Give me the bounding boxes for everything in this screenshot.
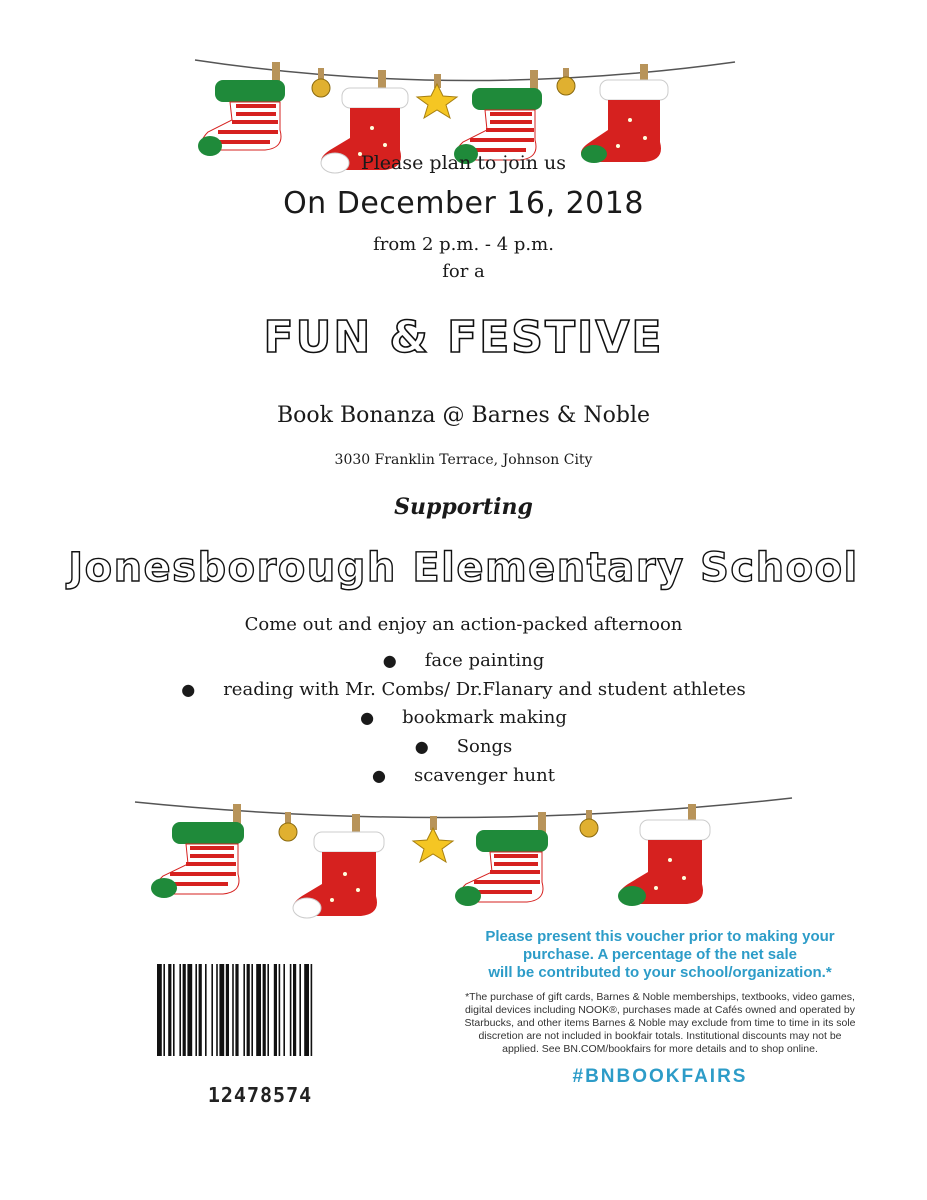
list-item: ● scavenger hunt <box>372 765 555 786</box>
barcode-bar <box>219 964 224 1056</box>
stocking-icon <box>618 804 710 906</box>
voucher-hashtag: #BNBOOKFAIRS <box>572 1066 748 1087</box>
barcode-bar <box>183 964 186 1056</box>
barcode-bar <box>274 964 277 1056</box>
barcode <box>155 964 363 1056</box>
top-garland <box>0 50 927 200</box>
bullet-icon: ● <box>372 766 386 785</box>
voucher-panel <box>460 928 860 1088</box>
barcode-bar <box>187 964 192 1056</box>
barcode-graphic <box>155 964 363 1056</box>
event-date: On December 16, 2018 <box>283 186 644 221</box>
barcode-bar <box>290 964 292 1056</box>
barcode-bar <box>311 964 313 1056</box>
barcode-number: 12478574 <box>207 1083 313 1107</box>
bottom-garland <box>0 790 927 940</box>
event-time: from 2 p.m. - 4 p.m. <box>373 234 554 255</box>
stocking-icon <box>581 64 668 163</box>
barcode-bar <box>251 964 253 1056</box>
barcode-bar <box>293 964 296 1056</box>
garland-graphic <box>0 50 927 200</box>
voucher-heading-line1: Please present this voucher prior to making your <box>485 928 835 945</box>
list-item: ● face painting <box>382 650 545 671</box>
stocking-icon <box>293 814 384 918</box>
bell-icon <box>312 68 330 97</box>
stocking-icon <box>455 812 548 906</box>
event-title: Book Bonanza @ Barnes & Noble <box>276 403 651 428</box>
barcode-bar <box>304 964 309 1056</box>
headline: FUN & FESTIVE <box>263 312 664 363</box>
barcode-bar <box>157 964 162 1056</box>
barcode-bar <box>235 964 238 1056</box>
barcode-bar <box>243 964 245 1056</box>
voucher-heading-line2: purchase. A percentage of the net sale <box>523 946 797 963</box>
for-a-text: for a <box>442 261 485 282</box>
star-icon <box>413 816 453 862</box>
list-item: ● Songs <box>414 736 513 757</box>
bell-icon <box>279 812 297 841</box>
bell-icon <box>557 68 575 95</box>
bullet-icon: ● <box>414 737 429 756</box>
bullet-icon: ● <box>181 680 196 699</box>
barcode-bar <box>232 964 234 1056</box>
barcode-bar <box>199 964 202 1056</box>
barcode-bar <box>211 964 213 1056</box>
barcode-bar <box>195 964 197 1056</box>
barcode-bar <box>168 964 171 1056</box>
barcode-bar <box>256 964 261 1056</box>
barcode-bar <box>179 964 181 1056</box>
bullet-icon: ● <box>360 708 375 727</box>
barcode-bar <box>247 964 250 1056</box>
list-item: ● reading with Mr. Combs/ Dr.Flanary and student athletes <box>181 679 746 700</box>
bullet-icon: ● <box>382 651 397 670</box>
barcode-bar <box>205 964 207 1056</box>
barcode-bar <box>267 964 269 1056</box>
stocking-icon <box>151 804 244 898</box>
supporting-label: Supporting <box>394 494 533 520</box>
barcode-bar <box>216 964 218 1056</box>
barcode-bar <box>226 964 229 1056</box>
barcode-bar <box>299 964 301 1056</box>
barcode-bar <box>163 964 165 1056</box>
intro-text: Please plan to join us <box>360 152 567 174</box>
list-item: ● bookmark making <box>360 707 567 728</box>
enjoy-text: Come out and enjoy an action-packed afternoon <box>244 614 683 635</box>
school-name: Jonesborough Elementary School <box>68 545 859 591</box>
event-address: 3030 Franklin Terrace, Johnson City <box>334 452 593 468</box>
barcode-bar <box>279 964 281 1056</box>
stocking-icon <box>198 62 285 156</box>
voucher-fine-print: *The purchase of gift cards, Barnes & Noble memberships, textbooks, video games, digital devices including NOOK®, purchases made at Cafés owned and operated by Starbucks, and other items Barnes & Noble may exclude from time to time in its sole discretion are not included in bookfair totals. Institutional discounts may not be applied. See BN.COM/bookfairs for more details and to shop online. <box>464 991 856 1055</box>
voucher-heading-line3: will be contributed to your school/organization.* <box>488 964 832 981</box>
barcode-bar <box>263 964 266 1056</box>
barcode-bar <box>173 964 175 1056</box>
barcode-bar <box>283 964 285 1056</box>
stocking-icon <box>454 70 542 164</box>
garland-graphic <box>0 790 927 940</box>
